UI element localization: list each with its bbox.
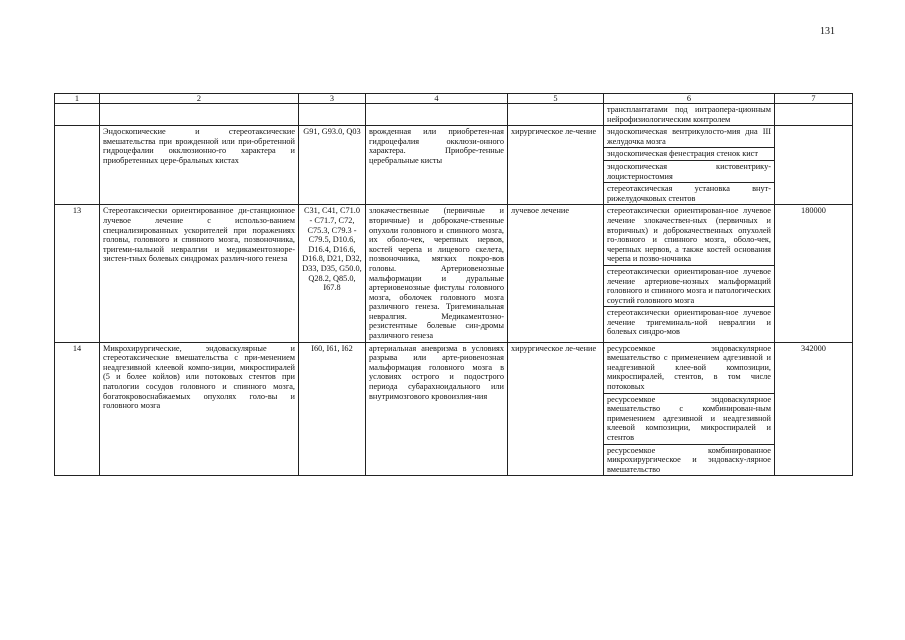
treatment-cell: хирургическое ле-чение (508, 126, 604, 205)
cost-cell: 180000 (775, 205, 853, 342)
method-item: стереотаксически ориентирован-ное лучевое лечение злокачествен-ных (первичных и вторичных) и доброкачественных опухолей го-ловного и спинного мозга, оболо-чек, черепных нервов, а также костей основания черепа и позво-ночника (607, 206, 771, 264)
group-cell: Стереотаксически ориентированное ди-станционное лучевое лечение с использо-ванием специализированных ускорителей при поражениях головы, головного и спинного мозга, позвоночника, тригеми-нальной невралгии и медикаментозноре-зистен-тных болевых синдромах различ-ного генеза (100, 205, 299, 342)
table-row (55, 342, 853, 476)
method-item: стереотаксически ориентирован-ное лучевое лечение артериове-нозных мальформаций головного и спинного мозга и патологических соустий головного мозга (604, 265, 774, 306)
model-cell: врожденная или приобретен-ная гидроцефалия окклюзи-онного характера. Приобре-тенные церебральные кисты (366, 126, 508, 205)
header-cell: 3 (299, 94, 366, 104)
cost-cell: 342000 (775, 342, 853, 476)
treatment-cell: хирургическое ле-чение (508, 342, 604, 476)
header-cell: 2 (100, 94, 299, 104)
methods-cell (604, 205, 775, 342)
group-cell: Микрохирургические, эндоваскулярные и стереотаксические вмешательства с при-менением неадгезивной клеевой компо-зиции, микроспиралей (5 и более койлов) или потоковых стентов при патологии сосудов головного и спинного мозга, богатокровоснабжаемых опухолях голо-вы и головного мозга (100, 342, 299, 476)
method-cell: трансплантатами под интраопера-ционным нейрофизиологическим контролем (604, 104, 775, 126)
method-item: ресурсоемкое эндоваскулярное вмешательство с комбинирован-ным применением адгезивной и неадгезивной клеевой композиции, микроспиралей и стентов (604, 393, 774, 444)
header-cell: 5 (508, 94, 604, 104)
header-cell: 4 (366, 94, 508, 104)
method-item: ресурсоемкое комбинированное микрохирургическое и эндоваску-лярное вмешательство (604, 444, 774, 476)
method-item: стереотаксическая установка внут-рижелудочковых стентов (604, 182, 774, 204)
header-row (55, 94, 853, 104)
table-row (55, 126, 853, 205)
method-item: эндоскопическая фенестрация стенок кист (604, 147, 774, 160)
row-number: 13 (55, 205, 100, 342)
services-table (54, 93, 853, 476)
codes-cell: C31, C41, C71.0 - C71.7, C72, C75.3, C79.3 - C79.5, D10.6, D16.4, D16.6, D16.8, D21, D32, D33, D35, G50.0, Q28.2, Q85.0, I67.8 (299, 205, 366, 342)
page-number: 131 (820, 26, 835, 37)
group-cell: Эндоскопические и стереотаксические вмешательства при врожденной или при-обретенной гидроцефалии окклюзионно-го характера и приобретенных цере-бральных кистах (100, 126, 299, 205)
table-row (55, 205, 853, 342)
row-number: 14 (55, 342, 100, 476)
method-item: эндоскопическая вентрикулосто-мия дна III желудочка мозга (607, 127, 771, 146)
model-cell: артериальная аневризма в условиях разрыва или арте-риовенозная мальформация головного мозга в условиях острого и подострого периода субарахноидального или внутримозгового кровоизлия-ния (366, 342, 508, 476)
model-cell: злокачественные (первичные и вторичные) и доброкаче-ственные опухоли головного и спинного мозга, их оболо-чек, черепных нервов, костей черепа и лицевого скелета, позвоночника, мягких покро-вов головы. Артериовенозные мальформации и дуральные артериовенозные фистулы головного мозга, оболочек головного мозга различного генеза. Тригеминальная невралгия. Медикаментозно-резистентные болевые син-дромы различного генеза (366, 205, 508, 342)
codes-cell: I60, I61, I62 (299, 342, 366, 476)
header-cell: 1 (55, 94, 100, 104)
method-item: эндоскопическая кистовентрику-лоцистерностомия (604, 160, 774, 182)
methods-cell (604, 342, 775, 476)
codes-cell: G91, G93.0, Q03 (299, 126, 366, 205)
methods-cell (604, 126, 775, 205)
method-item: ресурсоемкое эндоваскулярное вмешательство с применением адгезивной и неадгезивной клее-вой композиции, микроспиралей, стентов, в том числе потоковых (607, 343, 771, 392)
continuation-row (55, 104, 853, 126)
header-cell: 7 (775, 94, 853, 104)
header-cell: 6 (604, 94, 775, 104)
method-item: стереотаксически ориентирован-ное лучевое лечение тригеминаль-ной невралгии и болевых синдро-мов (604, 306, 774, 338)
treatment-cell: лучевое лечение (508, 205, 604, 342)
